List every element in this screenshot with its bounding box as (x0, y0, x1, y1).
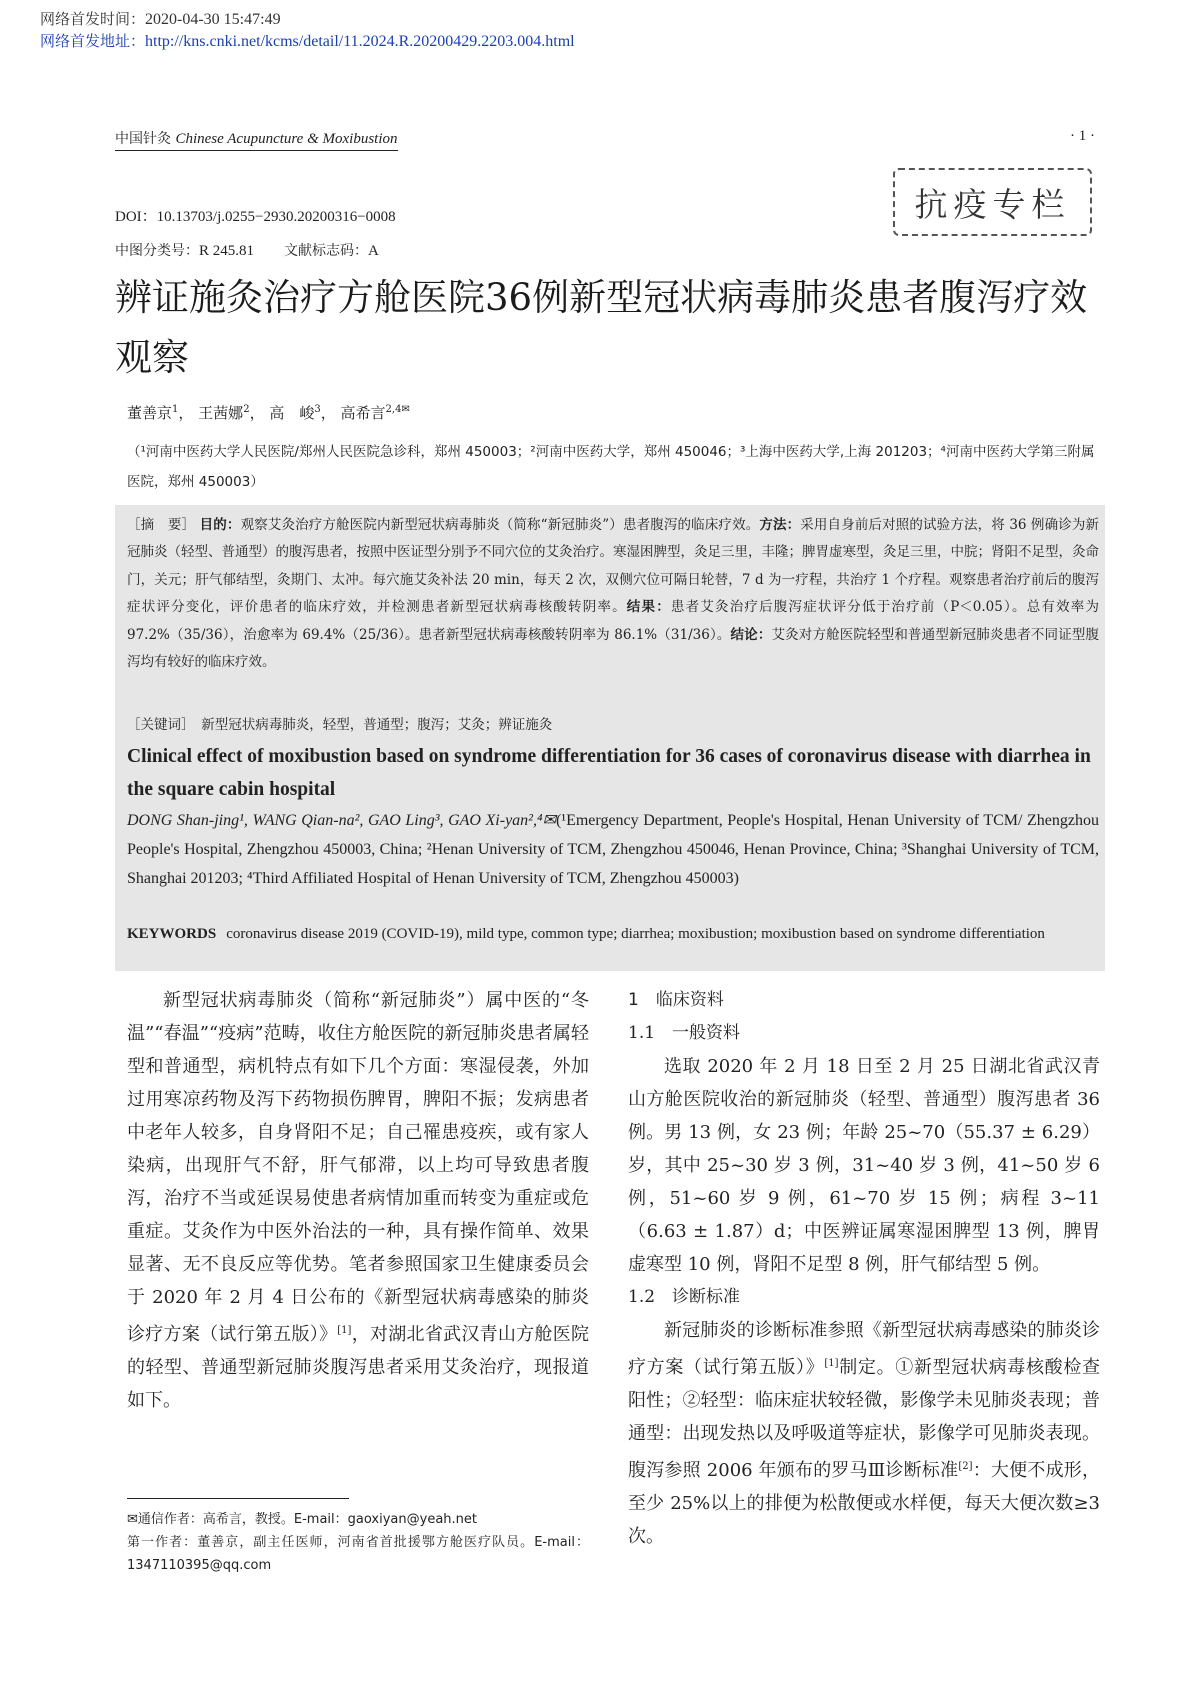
diagnostic-text: ：大便不成形，至少 25%以上的排便为松散便或水样便，每天大便次数≥3 次。 (628, 1460, 1101, 1547)
first-author-note: 第一作者：董善京，副主任医师，河南省首批援鄂方舱医疗队员。E-mail：1347110395@qq.com (127, 1535, 589, 1573)
online-publish-time (40, 8, 281, 29)
author-list: 董善京$^1$， 王茜娜$^2$， 高 峻$^3$， 高希言$^{2,4✉}$ (127, 404, 410, 422)
objective-text: 观察艾灸治疗方舱医院内新型冠状病毒肺炎（简称“新冠肺炎”）患者腹泻的临床疗效。 (240, 517, 760, 533)
abstract-label: ［摘 要］ (127, 517, 196, 533)
author-name: 董善京 (127, 404, 173, 422)
publish-address-link[interactable]: http://kns.cnki.net/kcms/detail/11.2024.R.20200429.2203.004.html (145, 33, 575, 50)
publish-time-label: 网络首发时间： (40, 10, 146, 28)
author-affil-mark: 2,4✉ (385, 404, 410, 415)
intro-text: 新型冠状病毒肺炎（简称“新冠肺炎”）属中医的“冬温”“春温”“疫病”范畴，收住方舱医院的新冠肺炎患者属轻型和普通型，病机特点有如下几个方面：寒湿侵袭，外加过用寒凉药物及泻下药物损伤脾胃，脾阳不振；发病患者中老年人较多，自身肾阳不足；自己罹患疫疾，或有家人染病，出现肝气不舒，肝气郁滞，以上均可导致患者腹泻，治疗不当或延误易使患者病情加重而转变为重症或危重症。艾灸作为中医外治法的一种，具有操作简单、效果显著、无不良反应等优势。笔者参照国家卫生健康委员会于 2020 年 2 月 4 日公布的《新型冠状病毒感染的肺炎诊疗方案（试行第五版）》 (127, 990, 589, 1345)
general-data-paragraph: 选取 2020 年 2 月 18 日至 2 月 25 日湖北省武汉青山方舱医院收治的新冠肺炎（轻型、普通型）腹泻患者 36 例。男 13 例，女 23 例；年龄 25~70（55.37 ± 6.29）岁，其中 25~30 岁 3 例，31~40 岁 3 例，41~50 岁 6 例，51~60 岁 9 例，61~70 岁 15 例；病程 3~11（6.63 ± 1.87）d；中医辨证属寒湿困脾型 13 例，脾胃虚寒型 10 例，肾阳不足型 8 例，肝气郁结型 5 例。 (628, 1056, 1100, 1275)
author-affil-mark: 3 (314, 404, 321, 415)
column-stamp: 抗疫专栏 (893, 168, 1092, 236)
diagnostic-text: 制定。①新型冠状病毒核酸检查阳性；②轻型：临床症状较轻微，影像学未见肺炎表现；普通型：出现发热以及呼吸道等症状，影像学可见肺炎表现。腹泻参照 2006 年颁布的罗马Ⅲ诊断标准 (628, 1357, 1101, 1481)
doc-code-value: A (368, 243, 379, 259)
intro-text-end: ，对湖北省武汉青山方舱医院的轻型、普通型新冠肺炎腹泻患者采用艾灸治疗，现报道如下。 (127, 1324, 590, 1411)
author-name: 高 峻 (269, 404, 315, 422)
clc-label: 中图分类号： (115, 243, 199, 259)
affiliations: （¹河南中医药大学人民医院/郑州人民医院急诊科，郑州 450003；²河南中医药大学，郑州 450046；³上海中医药大学,上海 201203；⁴河南中医药大学第三附属医院，郑州 450003） (127, 444, 1095, 490)
keywords-en-value: coronavirus disease 2019 (COVID-19), mild type, common type; diarrhea; moxibustion; moxibustion based on syndrome differentiation (226, 926, 1045, 942)
subsection-heading: 1.1 一般资料 (628, 1023, 741, 1043)
citation-ref[interactable]: [1] (337, 1325, 352, 1336)
journal-name-en: Chinese Acupuncture & Moxibustion (175, 131, 398, 147)
subsection-heading: 1.2 诊断标准 (628, 1287, 741, 1307)
conclusion-text: 艾灸对方舱医院轻型和普通型新冠肺炎患者不同证型腹泻均有较好的临床疗效。 (127, 626, 1099, 671)
body-right-column (628, 984, 1100, 1553)
keywords-en (127, 920, 1099, 949)
section-heading: 1 临床资料 (628, 990, 724, 1010)
citation-ref[interactable]: [2] (958, 1461, 973, 1472)
publish-time-value: 2020-04-30 15:47:49 (145, 11, 281, 28)
english-title: Clinical effect of moxibustion based on syndrome differentiation for 36 cases of coronavirus disease with diarrhea in the square cabin hospital (127, 746, 1091, 800)
journal-name (115, 128, 398, 151)
keywords-cn-label: ［关键词］ (127, 717, 188, 733)
corresponding-author-note: ✉通信作者：高希言，教授。E-mail：gaoxiyan@yeah.net (127, 1512, 477, 1527)
author-affil-mark: 1 (172, 404, 179, 415)
classification-line (115, 240, 379, 260)
paper-title: 辨证施灸治疗方舱医院36例新型冠状病毒肺炎患者腹泻疗效观察 (115, 276, 1088, 379)
english-affiliations: (¹Emergency Department, People's Hospital, Henan University of TCM/ Zhengzhou People's Hospital, Zhengzhou 450003, China; ²Henan University of TCM, Zhengzhou 450046, Henan Province, China; ³Shanghai University of TCM, Shanghai 201203; ⁴Third Affiliated Hospital of Henan University of TCM, Zhengzhou 450003) (127, 812, 1099, 887)
diagnostic-text: 新冠肺炎的诊断标准参照《新型冠状病毒感染的肺炎诊疗方案（试行第五版）》 (628, 1320, 1100, 1378)
result-label: 结果： (626, 599, 671, 616)
result-text: 患者艾灸治疗后腹泻症状评分低于治疗前（P＜0.05）。总有效率为 97.2%（35/36），治愈率为 69.4%（25/36）。患者新型冠状病毒核酸转阴率为 86.1%（31/36）。 (127, 599, 1099, 643)
english-author-names: DONG Shan-jing¹, WANG Qian-na², GAO Ling³, GAO Xi-yan²,⁴✉ (127, 812, 556, 829)
method-label: 方法： (759, 517, 801, 533)
doi: DOI：10.13703/j.0255−2930.20200316−0008 (115, 209, 396, 225)
method-text: 采用自身前后对照的试验方法，将 36 例确诊为新冠肺炎（轻型、普通型）的腹泻患者，按照中医证型分别予不同穴位的艾灸治疗。寒湿困脾型，灸足三里，丰隆；脾胃虚寒型，灸足三里，中脘；肾阳不足型，灸命门，关元；肝气郁结型，灸期门、太冲。每穴施艾灸补法 20 min，每天 2 次，双侧穴位可隔日轮替，7 d 为一疗程，共治疗 1 个疗程。观察患者治疗前后的腹泻症状评分变化，评价患者的临床疗效，并检测患者新型冠状病毒核酸转阴率。 (127, 517, 1099, 616)
publish-address-label: 网络首发地址： (40, 32, 146, 50)
footnote-divider (127, 1498, 349, 1499)
conclusion-label: 结论： (730, 626, 772, 643)
citation-ref[interactable]: [1] (824, 1358, 839, 1369)
running-head (115, 128, 1095, 152)
keywords-en-label: KEYWORDS (127, 926, 217, 942)
page-number: · 1 · (1070, 128, 1095, 144)
diagnostic-criteria-paragraph (628, 1314, 1100, 1553)
intro-paragraph (127, 984, 589, 1417)
english-authors (127, 806, 1099, 893)
keywords-cn (127, 712, 1099, 739)
author-name: 高希言 (340, 404, 386, 422)
author-name: 王茜娜 (198, 404, 244, 422)
journal-name-cn: 中国针灸 (115, 131, 171, 147)
objective-label: 目的： (199, 517, 241, 533)
clc-value: R 245.81 (199, 243, 255, 259)
online-publish-address (40, 30, 575, 51)
doc-code-label: 文献标志码： (284, 243, 369, 259)
author-affil-mark: 2 (243, 404, 250, 415)
abstract-cn (127, 512, 1099, 676)
body-left-column (127, 984, 589, 1417)
footnotes (127, 1508, 589, 1577)
keywords-cn-value: 新型冠状病毒肺炎，轻型，普通型；腹泻；艾灸；辨证施灸 (201, 717, 553, 733)
